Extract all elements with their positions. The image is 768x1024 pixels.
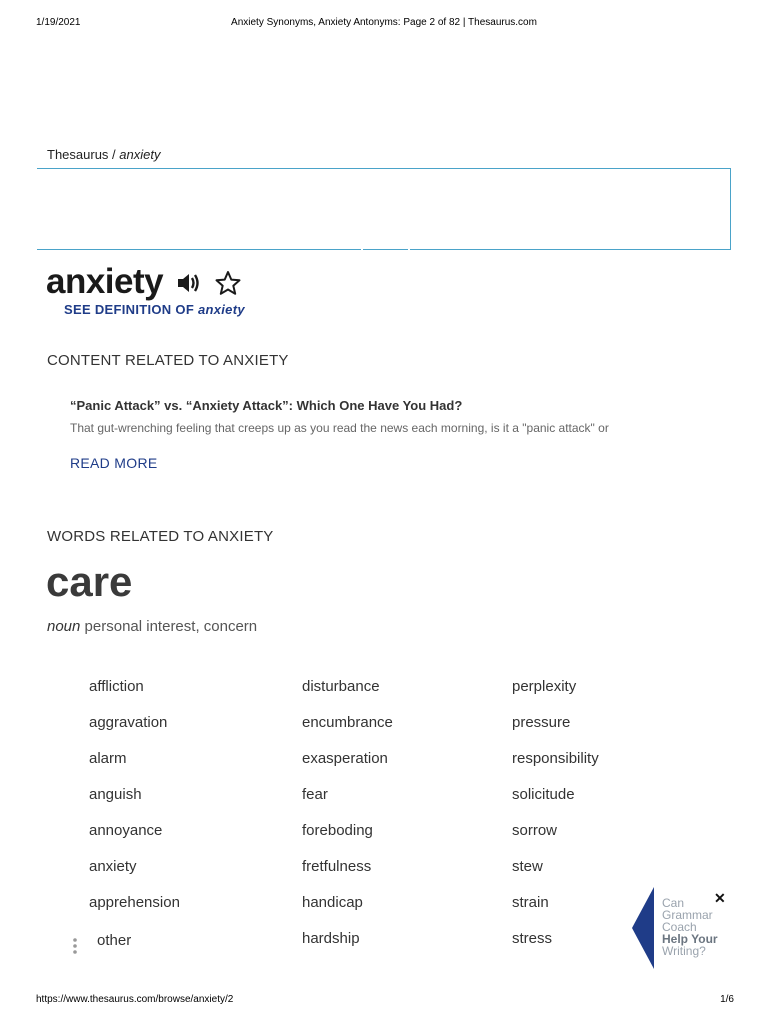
synonym-column-2 bbox=[302, 678, 393, 966]
synonym-link[interactable]: aggravation bbox=[89, 714, 168, 731]
breadcrumb bbox=[47, 147, 160, 162]
promo-line: Grammar bbox=[662, 908, 713, 922]
synonym-link[interactable]: exasperation bbox=[302, 750, 388, 767]
print-url: https://www.thesaurus.com/browse/anxiety/2 bbox=[36, 994, 234, 1005]
synonym-link[interactable]: anxiety bbox=[89, 858, 137, 875]
synonym-link[interactable]: anguish bbox=[89, 786, 142, 803]
ad-divider-right bbox=[410, 249, 731, 250]
related-word: care bbox=[46, 558, 133, 605]
synonym-link[interactable]: solicitude bbox=[512, 786, 575, 803]
synonym-link[interactable]: strain bbox=[512, 894, 549, 911]
synonym-link[interactable]: responsibility bbox=[512, 750, 599, 767]
words-related-heading: WORDS RELATED TO ANXIETY bbox=[47, 528, 274, 545]
synonym-link[interactable]: perplexity bbox=[512, 678, 577, 695]
promo-line: Help Your bbox=[662, 932, 718, 946]
synonym-link-partial[interactable]: other bbox=[97, 932, 132, 949]
synonym-link[interactable]: sorrow bbox=[512, 822, 558, 839]
synonym-link[interactable]: disturbance bbox=[302, 678, 380, 695]
part-of-speech-line bbox=[47, 618, 257, 635]
promo-line: Writing? bbox=[662, 944, 706, 958]
see-definition-link[interactable] bbox=[64, 302, 245, 317]
promo-text bbox=[662, 897, 718, 957]
ad-divider-middle bbox=[363, 249, 408, 250]
ad-divider-left bbox=[37, 249, 361, 250]
synonym-link[interactable]: alarm bbox=[89, 750, 127, 767]
promo-line: Coach bbox=[662, 920, 697, 934]
synonym-link[interactable]: affliction bbox=[89, 678, 144, 695]
see-definition-prefix: SEE DEFINITION OF bbox=[64, 302, 198, 317]
word-definition: personal interest, concern bbox=[84, 618, 258, 635]
see-definition-word: anxiety bbox=[197, 302, 245, 317]
synonym-link[interactable]: encumbrance bbox=[302, 714, 393, 731]
print-date: 1/19/2021 bbox=[36, 17, 81, 28]
synonym-column-1 bbox=[89, 678, 180, 930]
synonym-link[interactable]: fretfulness bbox=[302, 858, 372, 875]
synonym-link[interactable]: fear bbox=[302, 786, 328, 803]
promo-line: Can bbox=[662, 896, 685, 910]
part-of-speech: noun bbox=[47, 618, 81, 635]
synonym-link[interactable]: apprehension bbox=[89, 894, 180, 911]
close-icon[interactable]: ✕ bbox=[714, 890, 726, 906]
synonym-link[interactable]: foreboding bbox=[302, 822, 373, 839]
synonym-link[interactable]: stress bbox=[512, 930, 553, 947]
content-related-heading: CONTENT RELATED TO ANXIETY bbox=[47, 352, 289, 369]
print-title: Anxiety Synonyms, Anxiety Antonyms: Page 2 of 82 | Thesaurus.com bbox=[231, 17, 537, 28]
print-page-number: 1/6 bbox=[720, 994, 734, 1005]
headword: anxiety bbox=[46, 262, 164, 301]
synonym-link[interactable]: handicap bbox=[302, 894, 363, 911]
article-snippet: That gut-wrenching feeling that creeps up as you read the news each morning, is it a "panic attack" or bbox=[70, 421, 609, 435]
synonym-column-3 bbox=[512, 678, 599, 966]
ad-placeholder bbox=[37, 168, 731, 249]
breadcrumb-separator: / bbox=[108, 147, 120, 162]
star-icon[interactable] bbox=[214, 270, 242, 296]
speaker-icon[interactable] bbox=[176, 272, 202, 294]
breadcrumb-current: anxiety bbox=[119, 147, 161, 162]
synonym-link[interactable]: stew bbox=[512, 858, 543, 875]
article-title[interactable]: “Panic Attack” vs. “Anxiety Attack”: Which One Have You Had? bbox=[70, 398, 463, 413]
promo-arrow-icon bbox=[632, 887, 656, 969]
breadcrumb-root[interactable]: Thesaurus bbox=[47, 147, 109, 162]
kebab-menu-icon[interactable] bbox=[71, 937, 79, 955]
read-more-link[interactable]: READ MORE bbox=[70, 455, 158, 471]
synonym-link[interactable]: annoyance bbox=[89, 822, 163, 839]
synonym-link[interactable]: hardship bbox=[302, 930, 360, 947]
synonym-link[interactable]: pressure bbox=[512, 714, 571, 731]
